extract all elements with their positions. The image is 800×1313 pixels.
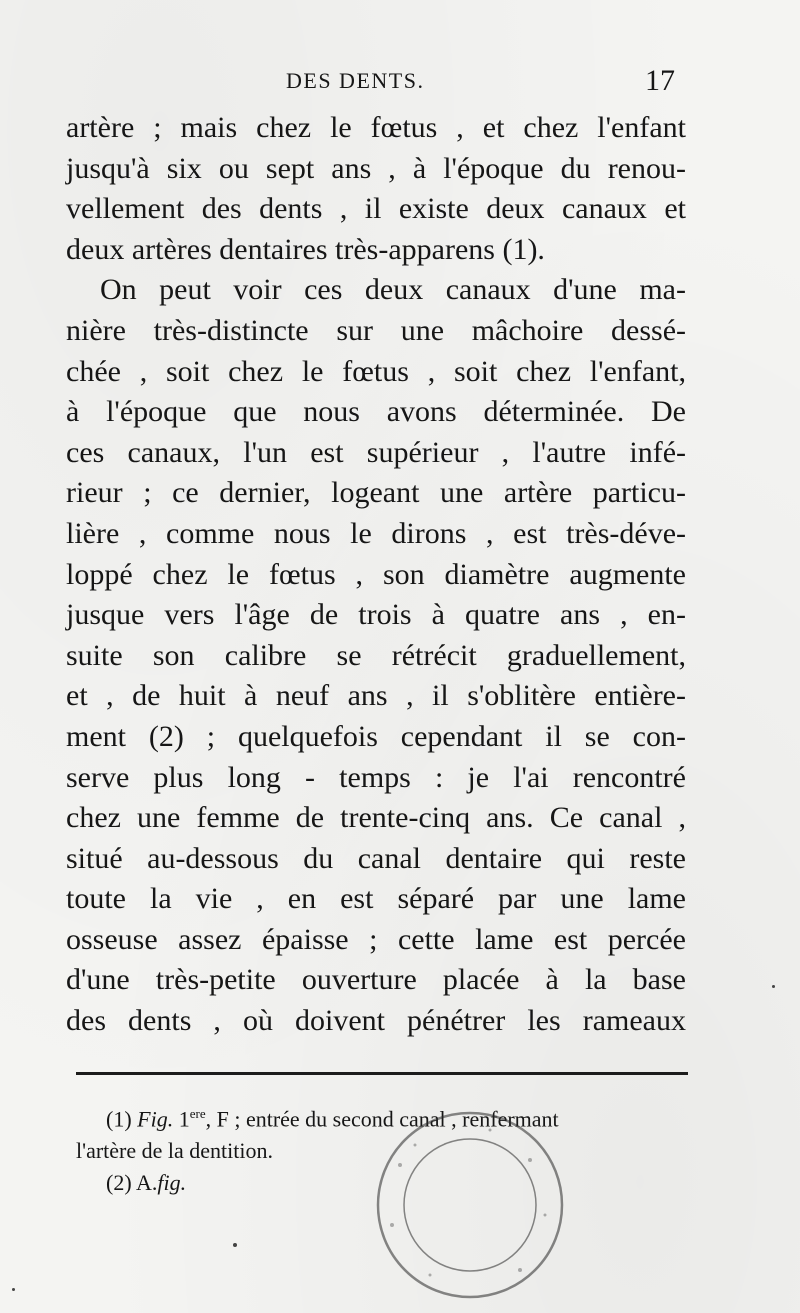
footnote-2-fig: fig. [157, 1170, 187, 1196]
text-line: rieur ; ce dernier, logeant une artère particu- [66, 476, 686, 510]
text-line: toute la vie , en est séparé par une lame [66, 882, 686, 916]
text-line: artère ; mais chez le fœtus , et chez l'enfant [66, 111, 686, 144]
text-line: ces canaux, l'un est supérieur , l'autre infé- [66, 435, 686, 469]
footnote-2-letter: A. [135, 1170, 158, 1196]
body-text [66, 108, 686, 1042]
text-line: ment (2) ; quelquefois cependant il se con- [66, 719, 686, 753]
running-head [0, 62, 800, 102]
footnote-1-marker: (1) [106, 1106, 132, 1132]
text-line: jusqu'à six ou sept ans , à l'époque du renou- [66, 151, 686, 185]
paper-speck [772, 985, 775, 988]
footnote-1-sup: ere [189, 1106, 206, 1121]
text-line: d'une très-petite ouverture placée à la base [66, 963, 686, 997]
text-line: deux artères dentaires très-apparens (1). [66, 232, 545, 266]
text-line: vellement des dents , il existe deux canaux et [66, 192, 686, 226]
text-line: loppé chez le fœtus , son diamètre augmente [66, 557, 686, 591]
footnote-1-num: 1 [178, 1106, 190, 1132]
text-line: On peut voir ces deux canaux d'une ma- [100, 273, 686, 307]
footnote-1-continuation: l'artère de la dentition. [76, 1138, 273, 1164]
text-line: des dents , où doivent pénétrer les rameaux [66, 1004, 686, 1038]
text-line: situé au-dessous du canal dentaire qui reste [66, 841, 686, 875]
text-line: et , de huit à neuf ans , il s'oblitère entière- [66, 679, 686, 713]
footnote-rule [76, 1072, 688, 1075]
text-line: à l'époque que nous avons déterminée. De [66, 395, 686, 429]
text-line: nière très-distincte sur une mâchoire dessé- [66, 313, 686, 347]
paper-speck [233, 1243, 237, 1247]
running-title: DES DENTS. [286, 68, 425, 93]
text-line: jusque vers l'âge de trois à quatre ans , en- [66, 598, 686, 632]
footnote-2-marker: (2) [106, 1170, 132, 1196]
text-line: chez une femme de trente-cinq ans. Ce canal , [66, 801, 686, 835]
text-line: suite son calibre se rétrécit graduellement, [66, 638, 686, 672]
text-line: serve plus long - temps : je l'ai rencontré [66, 760, 686, 794]
paper-speck [12, 1288, 15, 1291]
footnote-1-fig: Fig. [137, 1106, 174, 1132]
text-line: osseuse assez épaisse ; cette lame est percée [66, 922, 686, 956]
page-number: 17 [645, 64, 675, 97]
text-line: chée , soit chez le fœtus , soit chez l'enfant, [66, 354, 686, 388]
footnote-1-text: , F ; entrée du second canal , renfermant [205, 1106, 559, 1132]
text-line: lière , comme nous le dirons , est très-déve- [66, 516, 686, 550]
library-stamp [340, 1105, 590, 1305]
